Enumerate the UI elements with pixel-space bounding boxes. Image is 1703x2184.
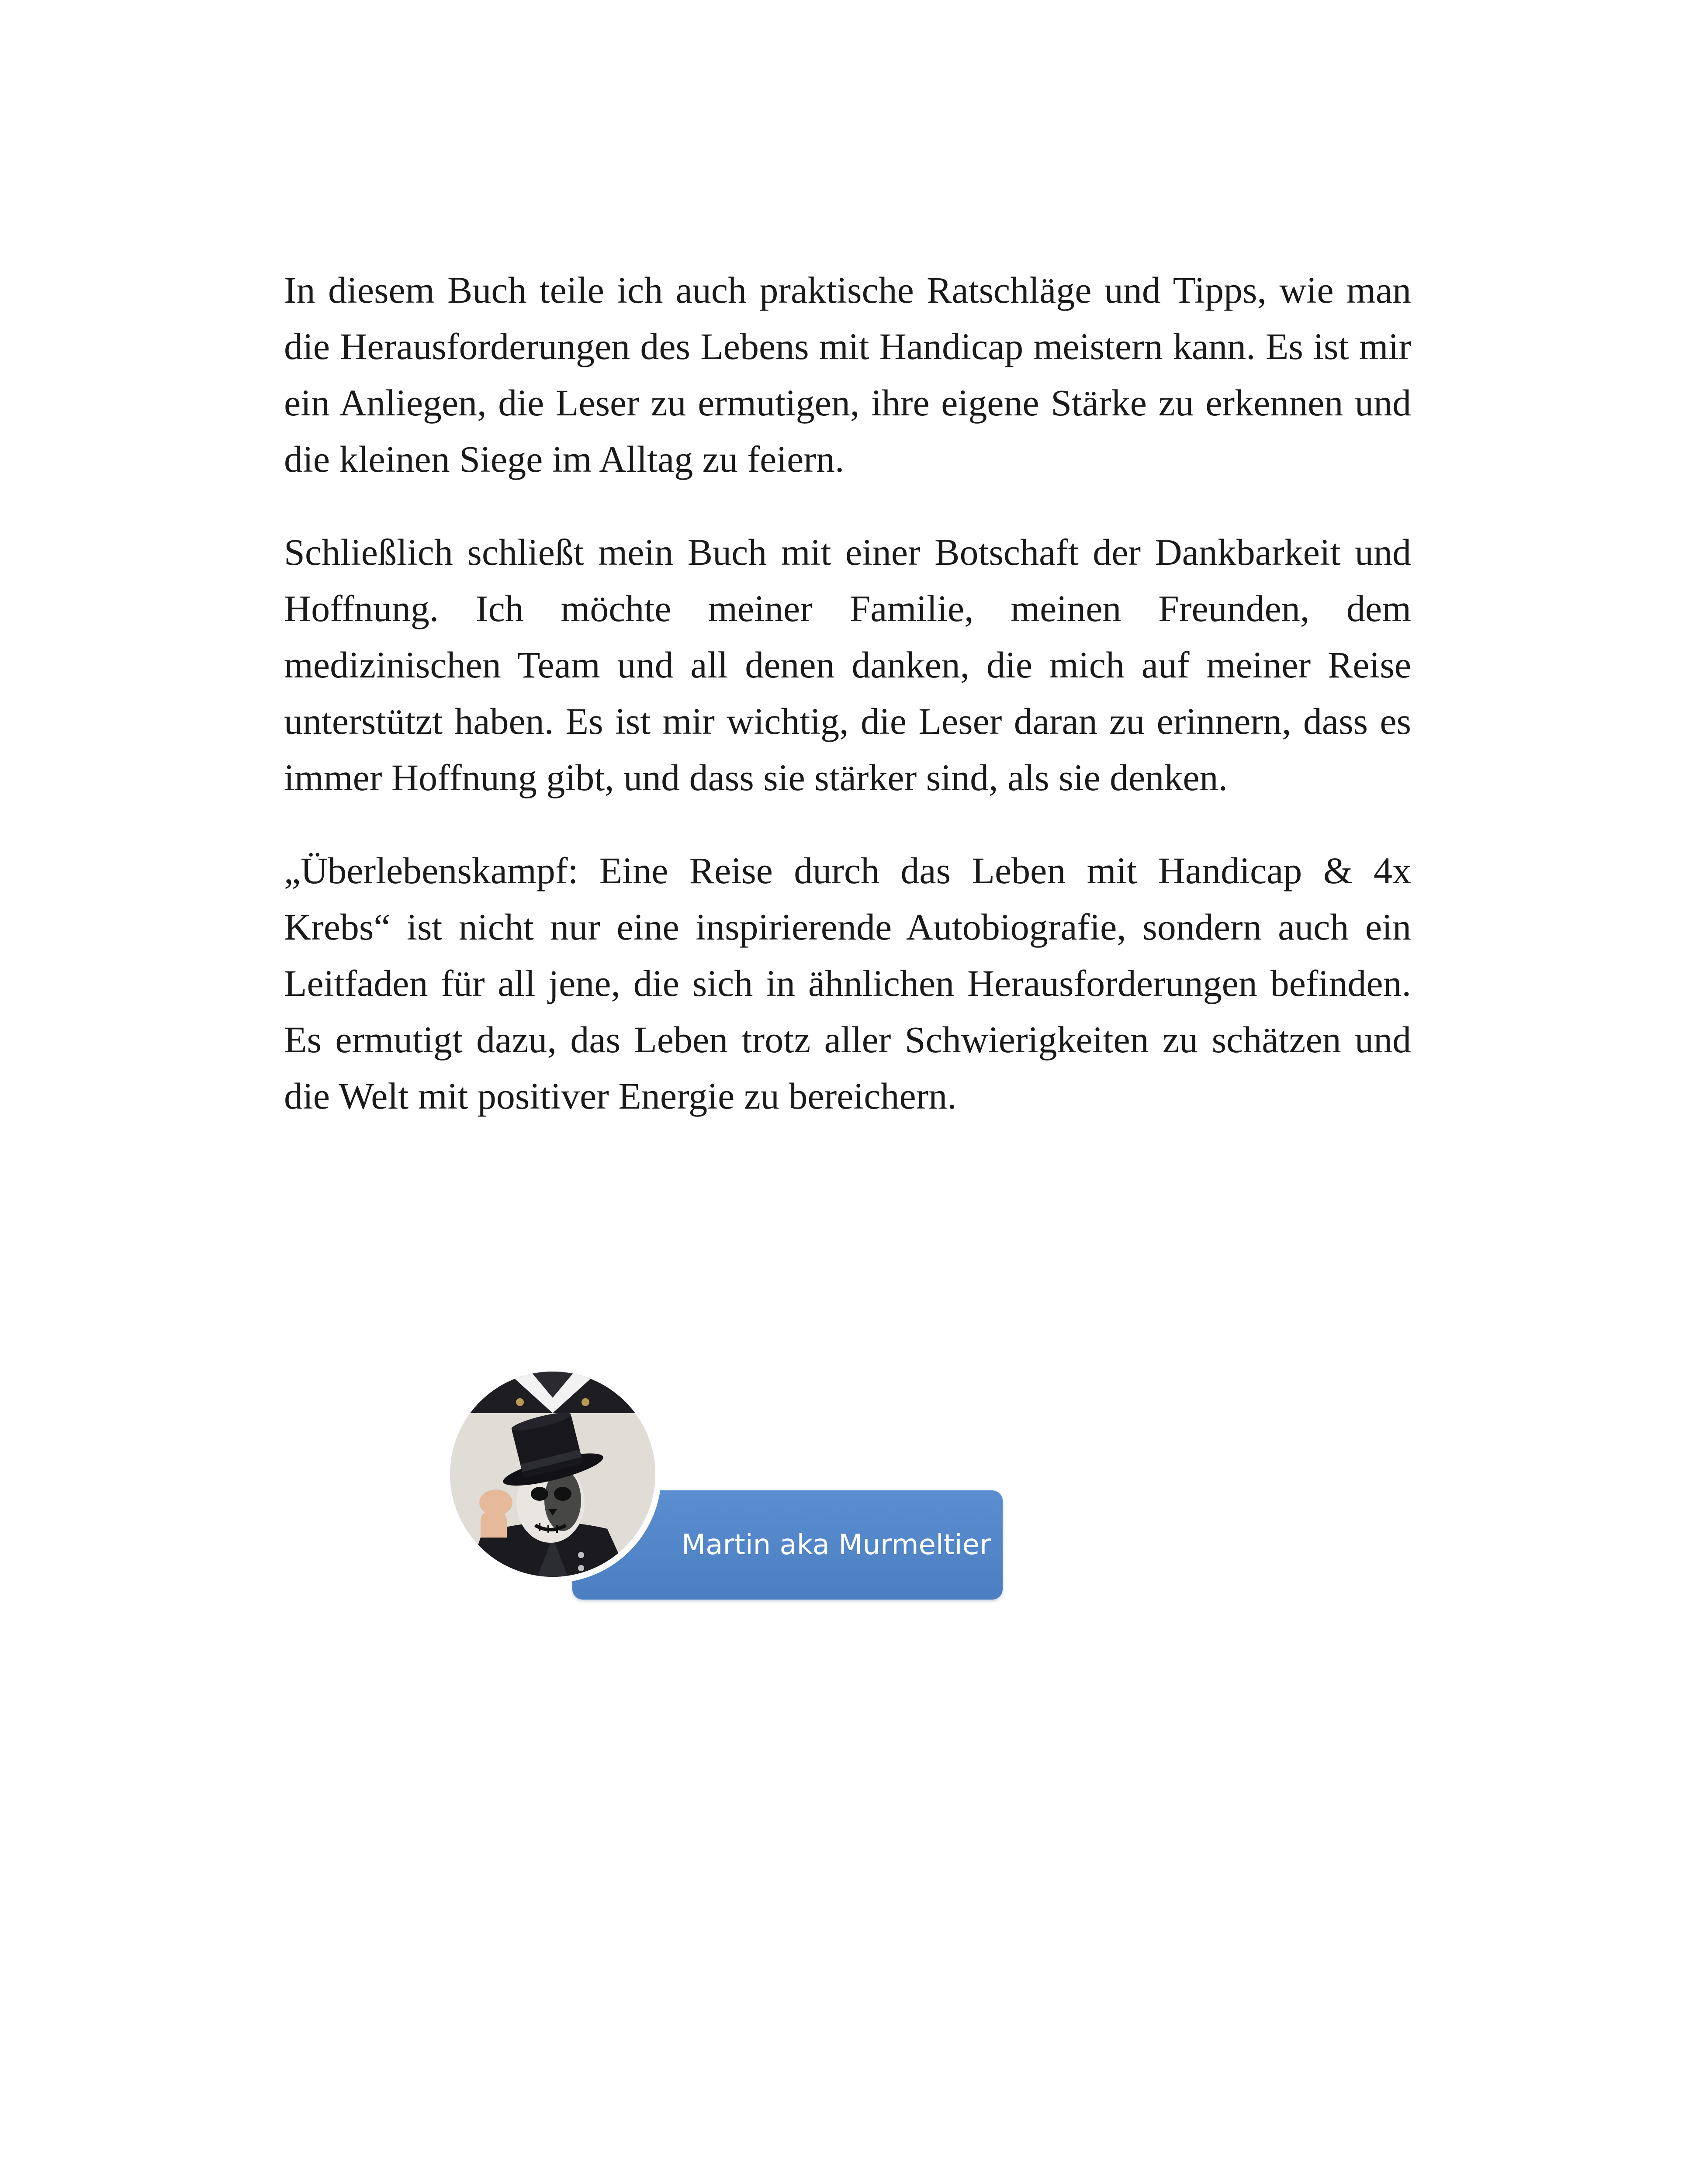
body-text — [284, 262, 1411, 1161]
author-avatar — [450, 1372, 655, 1577]
paragraph-book-summary: „Überlebenskampf: Eine Reise durch das Leben mit Handicap & 4x Krebs“ ist nicht nur eine inspirierende Autobiografie, sondern auch ein Leitfaden für all jene, die sich in ähnlichen Herausforderungen befinden. Es ermutigt dazu, das Leben trotz aller Schwierigkeiten zu schätzen und die Welt mit positiver Energie zu bereichern. — [284, 850, 1411, 1117]
author-portrait-icon — [450, 1372, 655, 1577]
paragraph-gratitude: Schließlich schließt mein Buch mit einer Botschaft der Dankbarkeit und Hoffnung. Ich möchte meiner Familie, meinen Freunden, dem medizinischen Team und all denen danken, die mich auf meiner Reise unterstützt haben. Es ist mir wichtig, die Leser daran zu erinnern, dass es immer Hoffnung gibt, und dass sie stärker sind, als sie denken. — [284, 531, 1411, 798]
paragraph-practical-advice: In diesem Buch teile ich auch praktische Ratschläge und Tipps, wie man die Herausforderungen des Lebens mit Handicap meistern kann. Es ist mir ein Anliegen, die Leser zu ermutigen, ihre eigene Stärke zu erkennen und die kleinen Siege im Alltag zu feiern. — [284, 269, 1411, 480]
author-name: Martin aka Murmeltier — [682, 1529, 991, 1561]
author-card — [450, 1372, 1005, 1603]
